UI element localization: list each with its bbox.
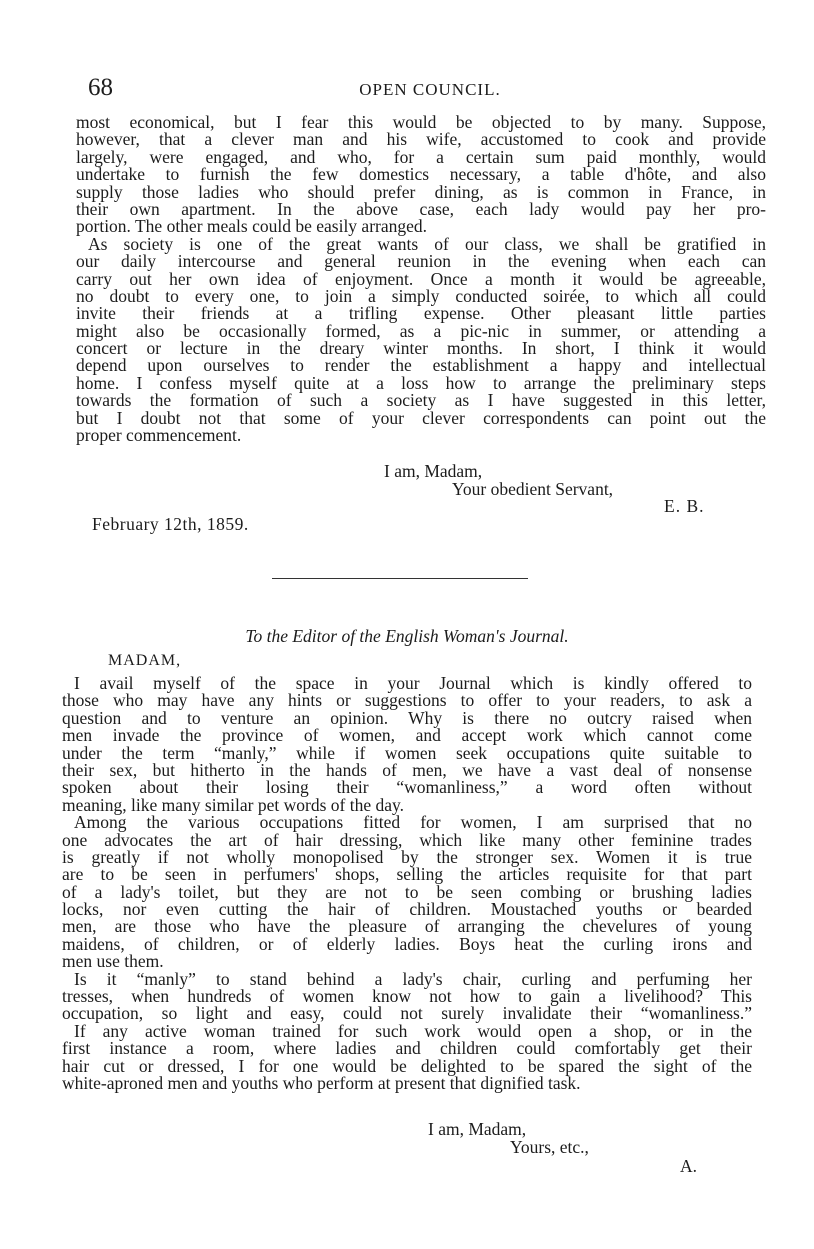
text-line: question and to venture an opinion. Why is there no outcry raised when xyxy=(62,707,752,728)
text-line: hair cut or dressed, I for one would be delighted to be spared the sight of the xyxy=(62,1055,752,1076)
text-line: depend upon ourselves to render the establishment a happy and intellectual xyxy=(76,355,766,376)
text-line: is greatly if not wholly monopolised by the stronger sex. Women it is true xyxy=(62,846,752,867)
text-line: most economical, but I fear this would be objected to by many. Suppose, xyxy=(76,112,766,132)
text-line: those who may have any hints or suggestions to offer to your readers, to ask a xyxy=(62,690,752,711)
text-line: I avail myself of the space in your Journal which is kindly offered to xyxy=(74,673,752,693)
text-line: meaning, like many similar pet words of the day. xyxy=(62,794,404,815)
text-line: men use them. xyxy=(62,951,164,972)
text-line: portion. The other meals could be easily arranged. xyxy=(76,216,428,237)
text-line: carry out her own idea of enjoyment. Once a month it would be agreeable, xyxy=(76,268,766,289)
text-line: white-aproned men and youths who perform at present that dignified task. xyxy=(62,1072,581,1093)
text-line: towards the formation of such a society as I have suggested in this letter, xyxy=(76,390,766,411)
text-line: locks, nor even cutting the hair of children. Moustached youths or bearded xyxy=(62,899,752,920)
text-line: however, that a clever man and his wife, accustomed to cook and provide xyxy=(76,129,766,150)
text-line: might also be occasionally formed, as a pic-nic in summer, or attending a xyxy=(76,320,766,341)
text-line: of a lady's toilet, but they are not to be seen combing or brushing ladies xyxy=(62,881,752,902)
closing: I am, Madam, xyxy=(384,461,483,481)
text-line: but I doubt not that some of your clever correspondents can point out the xyxy=(76,407,766,428)
text-line: proper commencement. xyxy=(76,425,242,446)
closing: I am, Madam, xyxy=(428,1119,527,1139)
text-line: one advocates the art of hair dressing, which like many other feminine trades xyxy=(62,829,752,850)
text-line: spoken about their losing their “womanliness,” a word often without xyxy=(62,777,752,798)
text-line: are to be seen in perfumers' shops, selling the articles requisite for that part xyxy=(62,864,752,885)
text-line: our daily intercourse and general reunion in the evening when each can xyxy=(76,251,766,272)
text-line: largely, were engaged, and who, for a certain sum paid monthly, would xyxy=(76,146,766,167)
text-line: Is it “manly” to stand behind a lady's chair, curling and perfuming her xyxy=(74,968,752,989)
running-head: OPEN COUNCIL. xyxy=(359,80,501,99)
text-line: Among the various occupations fitted for women, I am surprised that no xyxy=(74,812,752,833)
text-line: concert or lecture in the dreary winter months. In short, I think it would xyxy=(76,338,766,359)
letter-addressee: To the Editor of the English Woman's Journal. xyxy=(245,626,569,646)
text-line: invite their friends at a trifling expense. Other pleasant little parties xyxy=(76,303,766,324)
letter-a-body xyxy=(62,675,752,1092)
section-divider xyxy=(272,578,528,579)
text-line: home. I confess myself quite at a loss how to arrange the preliminary steps xyxy=(76,372,766,393)
text-line: supply those ladies who should prefer dining, as is common in France, in xyxy=(76,181,766,202)
text-line: men invade the province of women, and accept work which cannot come xyxy=(62,725,752,746)
letter-eb-body xyxy=(76,114,766,444)
text-line: tresses, when hundreds of women know not how to gain a livelihood? This xyxy=(62,986,752,1007)
text-line: maidens, of children, or of elderly ladies. Boys heat the curling irons and xyxy=(62,933,752,954)
valediction: Yours, etc., xyxy=(510,1137,589,1157)
valediction: Your obedient Servant, xyxy=(452,479,614,499)
text-line: occupation, so light and easy, could not surely invalidate their “womanliness.” xyxy=(62,1003,752,1024)
text-line: no doubt to every one, to join a simply conducted soirée, to which all could xyxy=(76,285,766,306)
signature: A. xyxy=(680,1156,698,1176)
text-line: their own apartment. In the above case, each lady would pay her pro- xyxy=(76,198,766,219)
text-line: first instance a room, where ladies and children could comfortably get their xyxy=(62,1038,752,1059)
text-line: undertake to furnish the few domestics necessary, a table d'hôte, and also xyxy=(76,164,766,185)
signature: E. B. xyxy=(664,496,705,516)
text-line: their sex, but hitherto in the hands of men, we have a vast deal of nonsense xyxy=(62,759,752,780)
text-line: under the term “manly,” while if women seek occupations quite suitable to xyxy=(62,742,752,763)
page-header xyxy=(80,74,780,108)
text-line: men, are those who have the pleasure of arranging the chevelures of young xyxy=(62,916,752,937)
text-line: As society is one of the great wants of our class, we shall be gratified in xyxy=(88,233,766,254)
text-line: If any active woman trained for such work would open a shop, or in the xyxy=(74,1020,752,1041)
page-number: 68 xyxy=(88,74,113,101)
letter-date: February 12th, 1859. xyxy=(92,514,249,534)
salutation: MADAM, xyxy=(108,652,182,669)
